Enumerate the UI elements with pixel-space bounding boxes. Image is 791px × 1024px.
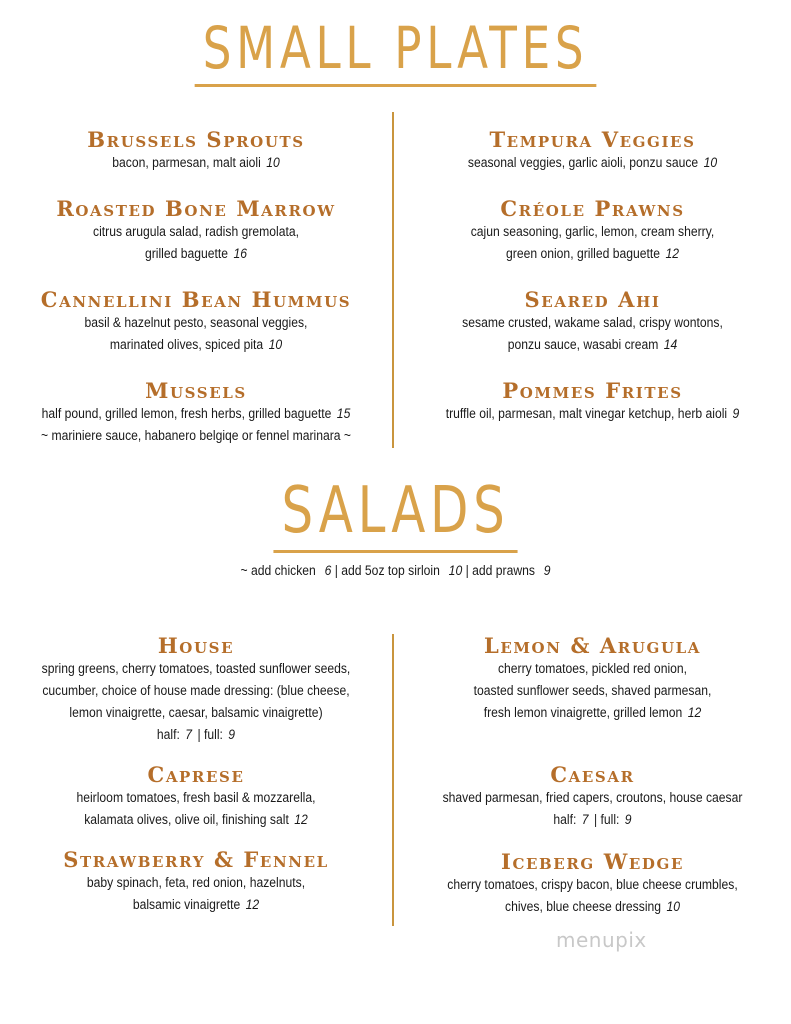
item-price: 12 xyxy=(665,246,679,261)
item-name: Caprese xyxy=(147,762,245,787)
menu-item xyxy=(0,763,392,831)
item-description: grilled baguette 16 xyxy=(144,246,248,261)
half-full-pricing: half: 7 | full: 9 xyxy=(156,727,236,742)
item-name: Tempura Veggies xyxy=(489,127,696,152)
menu-item xyxy=(0,634,392,746)
item-description: cajun seasoning, garlic, lemon, cream sherry, xyxy=(470,224,715,239)
item-name: Cannellini Bean Hummus xyxy=(40,287,352,312)
item-price: 7 xyxy=(581,812,589,827)
item-description: citrus arugula salad, radish gremolata, xyxy=(93,224,299,239)
item-description: half pound, grilled lemon, fresh herbs, grilled baguette 15 xyxy=(41,406,351,421)
item-description: ponzu sauce, wasabi cream 14 xyxy=(507,337,678,352)
item-description: shaved parmesan, fried capers, croutons, house caesar xyxy=(442,790,743,805)
item-description: seasonal veggies, garlic aioli, ponzu sauce 10 xyxy=(467,155,718,170)
item-price: 7 xyxy=(185,727,193,742)
item-description: toasted sunflower seeds, shaved parmesan, xyxy=(473,683,712,698)
salads-title: SALADS xyxy=(87,474,704,553)
item-price: 12 xyxy=(245,897,260,912)
menu-item xyxy=(0,379,392,447)
item-price: 15 xyxy=(336,406,351,421)
item-description: cherry tomatoes, pickled red onion, xyxy=(497,661,688,676)
menu-item xyxy=(0,197,392,265)
item-price: 10 xyxy=(268,337,283,352)
item-price: 9 xyxy=(732,406,740,421)
item-name: Caesar xyxy=(550,762,635,787)
item-description: marinated olives, spiced pita 10 xyxy=(109,337,283,352)
menu-item xyxy=(394,197,791,265)
item-price: 12 xyxy=(294,812,308,827)
item-name: Lemon & Arugula xyxy=(483,633,702,658)
menu-item xyxy=(394,379,791,425)
item-price: 10 xyxy=(703,155,718,170)
item-description: green onion, grilled baguette 12 xyxy=(506,246,679,261)
item-description: chives, blue cheese dressing 10 xyxy=(505,899,680,914)
item-description: fresh lemon vinaigrette, grilled lemon 12 xyxy=(483,705,702,720)
item-name: Mussels xyxy=(145,378,247,403)
item-name: Roasted Bone Marrow xyxy=(56,196,336,221)
menupix-watermark: menupix xyxy=(556,928,647,952)
item-name: Créole Prawns xyxy=(500,196,685,221)
item-description: heirloom tomatoes, fresh basil & mozzarella, xyxy=(76,790,316,805)
item-price: 14 xyxy=(663,337,678,352)
menu-item xyxy=(0,848,392,916)
menu-item xyxy=(394,128,791,174)
item-name: Seared Ahi xyxy=(524,287,661,312)
item-description: lemon vinaigrette, caesar, balsamic vinaigrette) xyxy=(69,705,323,720)
item-description: ~ mariniere sauce, habanero belgiqe or fennel marinara ~ xyxy=(40,428,352,443)
half-full-pricing: half: 7 | full: 9 xyxy=(553,812,632,827)
menu-item xyxy=(394,850,791,918)
item-name: Iceberg Wedge xyxy=(501,849,684,874)
item-description: truffle oil, parmesan, malt vinegar ketchup, herb aioli 9 xyxy=(445,406,740,421)
menu-item xyxy=(394,288,791,356)
item-price: 9 xyxy=(624,812,632,827)
item-description: cucumber, choice of house made dressing: (blue cheese, xyxy=(42,683,350,698)
item-name: Brussels Sprouts xyxy=(87,127,305,152)
item-description: kalamata olives, olive oil, finishing salt 12 xyxy=(84,812,308,827)
menu-item xyxy=(0,288,392,356)
item-price: 10 xyxy=(666,899,680,914)
menu-item xyxy=(394,634,791,724)
item-price: 10 xyxy=(266,155,280,170)
item-description: sesame crusted, wakame salad, crispy wontons, xyxy=(462,315,723,330)
salad-addons: ~ add chicken 6 | add 5oz top sirloin 10 | add prawns 9 xyxy=(240,563,551,578)
item-description: basil & hazelnut pesto, seasonal veggies, xyxy=(84,315,308,330)
item-price: 12 xyxy=(687,705,702,720)
item-description: cherry tomatoes, crispy bacon, blue cheese crumbles, xyxy=(447,877,738,892)
item-name: House xyxy=(157,633,235,658)
item-price: 16 xyxy=(233,246,248,261)
item-description: bacon, parmesan, malt aioli 10 xyxy=(112,155,280,170)
menu-item xyxy=(394,763,791,831)
small-plates-title: SMALL PLATES xyxy=(87,14,704,87)
item-name: Pommes Frites xyxy=(502,378,683,403)
item-description: baby spinach, feta, red onion, hazelnuts, xyxy=(86,875,306,890)
menu-item xyxy=(0,128,392,174)
item-price: 9 xyxy=(228,727,236,742)
item-description: balsamic vinaigrette 12 xyxy=(132,897,260,912)
item-name: Strawberry & Fennel xyxy=(63,847,329,872)
item-description: spring greens, cherry tomatoes, toasted sunflower seeds, xyxy=(41,661,351,676)
